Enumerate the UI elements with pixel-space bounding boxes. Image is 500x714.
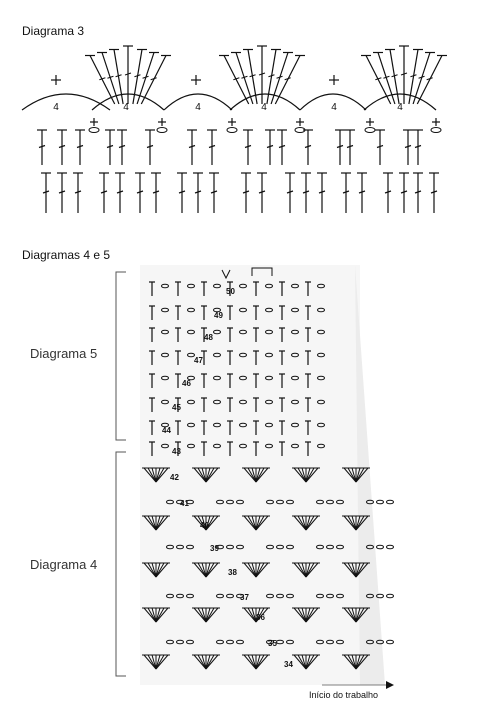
chain-stitch: [387, 594, 394, 598]
diagram-3-title: Diagrama 3: [22, 24, 85, 38]
chain-1: [157, 128, 167, 133]
chain-stitch: [387, 545, 394, 549]
chain-stitch: [387, 500, 394, 504]
arc-count-label: 4: [195, 102, 201, 113]
row-number-label: 35: [268, 639, 277, 648]
chain-4: [365, 128, 375, 133]
arc-count-label: 4: [53, 102, 59, 113]
fan-3-st-2: [390, 50, 399, 105]
row-number-label: 39: [210, 544, 219, 553]
bracket-diagram-4: [116, 452, 126, 676]
chain-0: [89, 128, 99, 133]
row-number-label: 50: [226, 287, 235, 296]
start-pointer-arrowhead: [386, 681, 394, 689]
row-number-label: 37: [240, 593, 249, 602]
chain-arc-0: [22, 94, 110, 110]
chain-stitch: [377, 500, 384, 504]
chain-5: [431, 128, 441, 133]
row-number-label: 40: [200, 521, 209, 530]
row-number-label: 38: [228, 568, 237, 577]
row-number-label: 45: [172, 403, 181, 412]
arc-count-label: 4: [331, 102, 337, 113]
arc-count-label: 4: [123, 102, 129, 113]
row-number-label: 41: [180, 499, 189, 508]
row-number-label: 46: [182, 379, 191, 388]
chain-2: [227, 128, 237, 133]
chain-stitch: [387, 640, 394, 644]
arc-count-label: 4: [261, 102, 267, 113]
row-number-label: 34: [284, 660, 293, 669]
diagrams-4-5-chart: [116, 265, 394, 689]
row-number-label: 49: [214, 311, 223, 320]
bracket-diagram-5: [116, 272, 126, 440]
diagram-3-symbols: [22, 46, 447, 213]
row-number-label: 43: [172, 447, 181, 456]
start-of-work-label: Início do trabalho: [309, 690, 379, 700]
row-number-label: 48: [204, 333, 213, 342]
diagram-4-label: Diagrama 4: [30, 557, 98, 572]
diagrams-4-5-title: Diagramas 4 e 5: [22, 248, 111, 262]
chain-stitch: [377, 545, 384, 549]
arc-count-label: 4: [397, 102, 403, 113]
row-number-label: 36: [256, 613, 265, 622]
diagram-5-label: Diagrama 5: [30, 346, 98, 361]
row-number-label: 42: [170, 473, 179, 482]
row-number-label: 47: [194, 356, 203, 365]
row-number-label: 44: [162, 426, 171, 435]
